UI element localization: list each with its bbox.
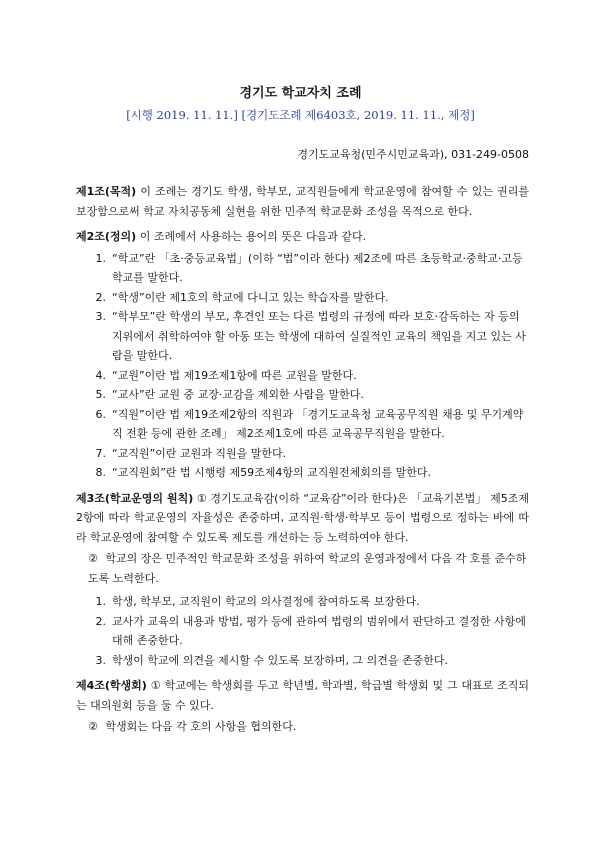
- article-2-heading: 제2조(정의): [76, 230, 137, 243]
- list-item: 3. “학부모”란 학생의 부모, 후견인 또는 다른 법령의 규정에 따라 보호·감독하는 자 등의 지위에서 취학하여야 할 아동 또는 학생에 대하여 실질적인 교육의 책임을 지고 있는 사람을 말한다.: [95, 310, 526, 362]
- article-3-paragraph-2: ② 학교의 장은 민주적인 학교문화 조성을 위하여 학교의 운영과정에서 다음 각 호를 준수하도록 노력한다.: [76, 549, 529, 588]
- article-4-paragraph-2: ② 학생회는 다음 각 호의 사항을 협의한다.: [76, 717, 529, 737]
- paragraph-number: ①: [196, 491, 207, 505]
- article-3-paragraph-1: 경기도교육감(이하 “교육감”이라 한다)은 「교육기본법」 제5조제2항에 따라 학교운영의 자율성은 존중하며, 교직원·학생·학부모 등이 법령으로 정하는 바에 따라 학교운영에 참여할 수 있도록 제도를 개선하는 등 노력하여야 한다.: [76, 491, 530, 544]
- list-item: 4. “교원”이란 법 제19조제1항에 따른 교원을 말한다.: [95, 368, 357, 382]
- article-2-items: [76, 249, 529, 483]
- article-3-heading: 제3조(학교운영의 원칙): [76, 491, 194, 505]
- list-item: 8. “교직원회”란 법 시행령 제59조제4항의 교직원전체회의를 말한다.: [95, 466, 432, 479]
- enforcement-info: [시행 2019. 11. 11.] [경기도조례 제6403호, 2019. 11. 11., 제정]: [126, 108, 475, 122]
- list-item: 3. 학생이 학교에 의견을 제시할 수 있도록 보장하며, 그 의견을 존중한다.: [95, 653, 448, 667]
- document-title: 경기도 학교자치 조례: [239, 86, 362, 101]
- article-1-heading: 제1조(목적): [76, 185, 137, 198]
- document-body: [76, 182, 529, 741]
- list-item: 1. 학생, 학부모, 교직원이 학교의 의사결정에 참여하도록 보장한다.: [95, 595, 420, 608]
- article-4-paragraph-1: 학교에는 학생회를 두고 학년별, 학과별, 학급별 학생회 및 그 대표로 조직되는 대의원회 등을 둘 수 있다.: [76, 679, 530, 712]
- article-2-text: 이 조례에서 사용하는 용어의 뜻은 다음과 같다.: [136, 230, 367, 243]
- article-1-text: 이 조례는 경기도 학생, 학부모, 교직원들에게 학교운영에 참여할 수 있는 권리를 보장함으로써 학교 자치공동체 실현을 위한 민주적 학교문화 조성을 목적으로 한다.: [76, 185, 529, 218]
- list-item: 2. 교사가 교육의 내용과 방법, 평가 등에 관하여 법령의 범위에서 판단하고 결정한 사항에 대해 존중한다.: [95, 614, 526, 647]
- article-4-heading: 제4조(학생회): [76, 679, 147, 692]
- article-4: [76, 676, 529, 715]
- article-3: [76, 489, 529, 548]
- paragraph-number: ①: [150, 679, 161, 692]
- article-1: [76, 182, 529, 221]
- list-item: 5. “교사”란 교원 중 교장·교감을 제외한 사람을 말한다.: [95, 388, 364, 401]
- list-item: 6. “직원”이란 법 제19조제2항의 직원과 「경기도교육청 교육공무직원 채용 및 무기계약직 전환 등에 관한 조례」 제2조제1호에 따른 교육공무직원을 말한다.: [95, 407, 524, 440]
- list-item: 1. “학교”란 「초·중등교육법」(이하 “법”이라 한다) 제2조에 따른 초등학교·중학교·고등학교를 말한다.: [95, 251, 523, 284]
- department-contact: 경기도교육청(민주시민교육과), 031-249-0508: [297, 148, 529, 161]
- list-item: 7. “교직원”이란 교원과 직원을 말한다.: [95, 446, 287, 460]
- paragraph-number: ②: [88, 552, 98, 565]
- list-item: 2. “학생”이란 제1호의 학교에 다니고 있는 학습자를 말한다.: [95, 290, 389, 304]
- article-2: [76, 227, 529, 247]
- paragraph-number: ②: [88, 720, 98, 733]
- article-3-items: [76, 592, 529, 670]
